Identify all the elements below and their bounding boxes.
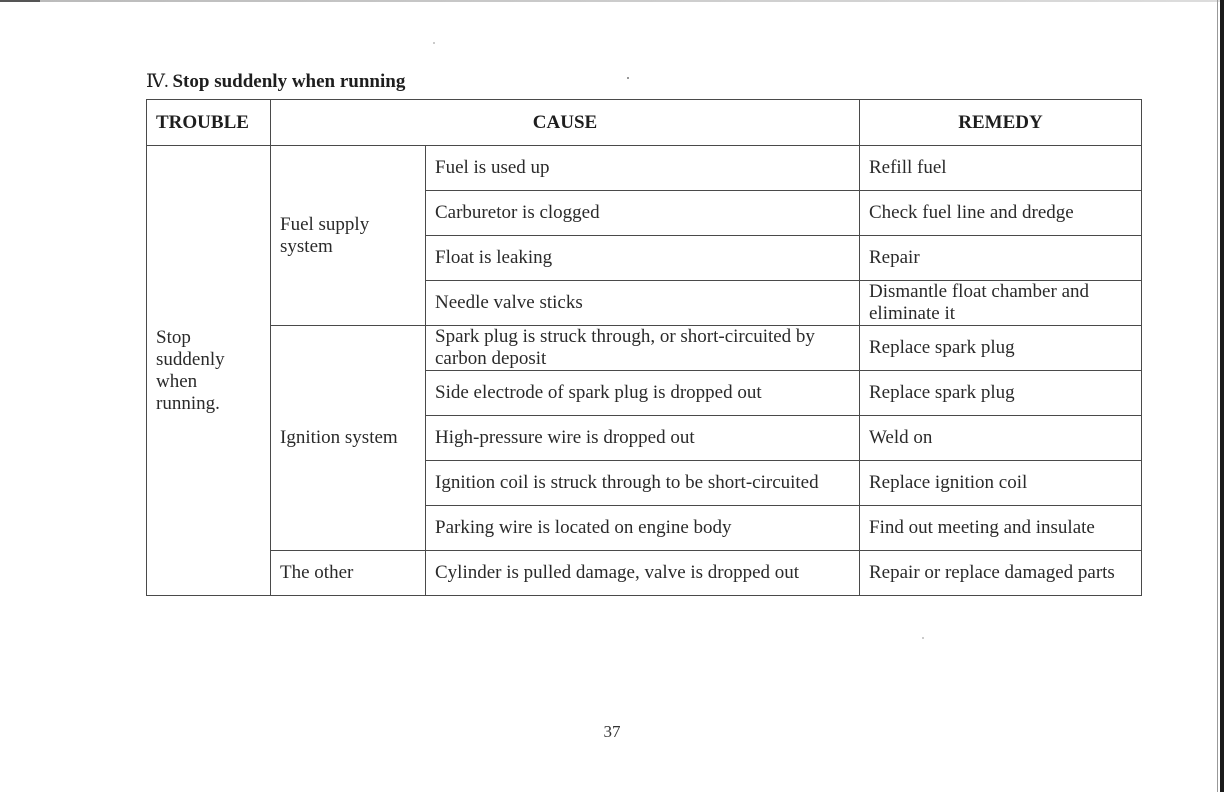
remedy-cell: Weld on bbox=[860, 416, 1142, 461]
remedy-cell: Find out meeting and insulate bbox=[860, 506, 1142, 551]
page-number: 37 bbox=[603, 722, 621, 741]
header-trouble: TROUBLE bbox=[147, 100, 271, 146]
section-numeral: Ⅳ. bbox=[146, 71, 168, 92]
section-title: Stop suddenly when running bbox=[172, 71, 406, 92]
table-row bbox=[147, 146, 1142, 191]
table-header-row bbox=[147, 100, 1142, 146]
scan-right-edge bbox=[1220, 0, 1224, 792]
cause-cell: Needle valve sticks bbox=[426, 281, 860, 326]
scan-right-edge-shadow bbox=[1217, 0, 1218, 792]
cause-cell: Carburetor is clogged bbox=[426, 191, 860, 236]
remedy-cell: Refill fuel bbox=[860, 146, 1142, 191]
group-ignition-system: Ignition system bbox=[271, 326, 426, 551]
cause-cell: Spark plug is struck through, or short-circuited by carbon deposit bbox=[426, 326, 860, 371]
section-heading bbox=[146, 70, 405, 93]
cause-cell: Parking wire is located on engine body bbox=[426, 506, 860, 551]
remedy-cell: Dismantle float chamber and eliminate it bbox=[860, 281, 1142, 326]
cause-cell: High-pressure wire is dropped out bbox=[426, 416, 860, 461]
scan-top-edge bbox=[0, 0, 1224, 2]
cause-cell: Side electrode of spark plug is dropped out bbox=[426, 371, 860, 416]
troubleshooting-table bbox=[146, 99, 1142, 596]
remedy-cell: Replace spark plug bbox=[860, 326, 1142, 371]
remedy-cell: Replace ignition coil bbox=[860, 461, 1142, 506]
scan-speck bbox=[627, 77, 629, 79]
scan-speck bbox=[433, 42, 435, 44]
cause-cell: Cylinder is pulled damage, valve is dropped out bbox=[426, 551, 860, 596]
remedy-cell: Check fuel line and dredge bbox=[860, 191, 1142, 236]
table-row bbox=[147, 326, 1142, 371]
trouble-cell: Stop suddenly when running. bbox=[147, 146, 271, 596]
header-remedy: REMEDY bbox=[860, 100, 1142, 146]
group-fuel-supply: Fuel supply system bbox=[271, 146, 426, 326]
cause-cell: Float is leaking bbox=[426, 236, 860, 281]
group-other: The other bbox=[271, 551, 426, 596]
remedy-cell: Repair bbox=[860, 236, 1142, 281]
scan-speck bbox=[922, 637, 924, 639]
table-row bbox=[147, 551, 1142, 596]
cause-cell: Fuel is used up bbox=[426, 146, 860, 191]
header-cause: CAUSE bbox=[271, 100, 860, 146]
remedy-cell: Repair or replace damaged parts bbox=[860, 551, 1142, 596]
cause-cell: Ignition coil is struck through to be short-circuited bbox=[426, 461, 860, 506]
remedy-cell: Replace spark plug bbox=[860, 371, 1142, 416]
